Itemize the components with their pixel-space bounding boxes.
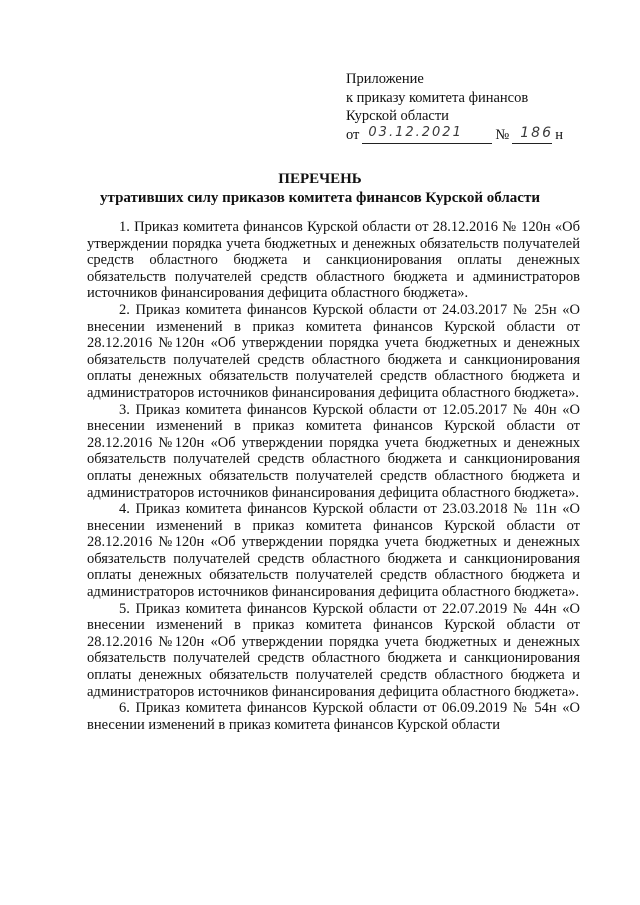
handwritten-number: 186 [520,124,553,141]
list-item: 4. Приказ комитета финансов Курской области от 23.03.2018 № 11н «О внесении изменений в приказ комитета финансов Курской области от 28.12.2016 №120н «Об утверждении порядка учета бюджетных и денежных обязательств получателей средств областного бюджета и санкционирования оплаты денежных обязательств получателей средств областного бюджета и администраторов источников финансирования дефицита областного бюджета». [87,501,580,601]
appendix-order-ref: к приказу комитета финансов [346,89,529,106]
handwritten-date: 03.12.2021 [368,124,463,140]
number-suffix: н [555,126,564,143]
number-sign: № [495,126,510,143]
number-field [512,126,552,144]
appendix-header [346,70,596,144]
list-item: 1. Приказ комитета финансов Курской области от 28.12.2016 № 120н «Об утверждении порядка учета бюджетных и денежных обязательств получателей средств областного бюджета и санкционирования оплаты денежных обязательств получателей средств областного бюджета и администраторов источников финансирования дефицита областного бюджета». [87,219,580,302]
list-item: 2. Приказ комитета финансов Курской области от 24.03.2017 № 25н «О внесении изменений в приказ комитета финансов Курской области от 28.12.2016 №120н «Об утверждении порядка учета бюджетных и денежных обязательств получателей средств областного бюджета и санкционирования оплаты денежных обязательств получателей средств областного бюджета и администраторов источников финансирования дефицита областного бюджета». [87,301,580,401]
appendix-region: Курской области [346,108,449,124]
appendix-label: Приложение [346,71,424,87]
date-field [362,126,492,144]
appendix-date-line [346,126,596,145]
list-item: 6. Приказ комитета финансов Курской области от 06.09.2019 № 54н «О внесении изменений в приказ комитета финансов Курской области [87,700,580,733]
list-item: 3. Приказ комитета финансов Курской области от 12.05.2017 № 40н «О внесении изменений в приказ комитета финансов Курской области от 28.12.2016 №120н «Об утверждении порядка учета бюджетных и денежных обязательств получателей средств областного бюджета и санкционирования оплаты денежных обязательств получателей средств областного бюджета и администраторов источников финансирования дефицита областного бюджета». [87,401,580,501]
date-prefix: от [346,126,360,143]
orders-list [87,219,580,733]
document-title: ПЕРЕЧЕНЬ [278,171,362,187]
document-subtitle: утративших силу приказов комитета финансов Курской области [100,190,540,206]
list-item: 5. Приказ комитета финансов Курской области от 22.07.2019 № 44н «О внесении изменений в приказ комитета финансов Курской области от 28.12.2016 №120н «Об утверждении порядка учета бюджетных и денежных обязательств получателей средств областного бюджета и санкционирования оплаты денежных обязательств получателей средств областного бюджета и администраторов источников финансирования дефицита областного бюджета». [87,600,580,700]
